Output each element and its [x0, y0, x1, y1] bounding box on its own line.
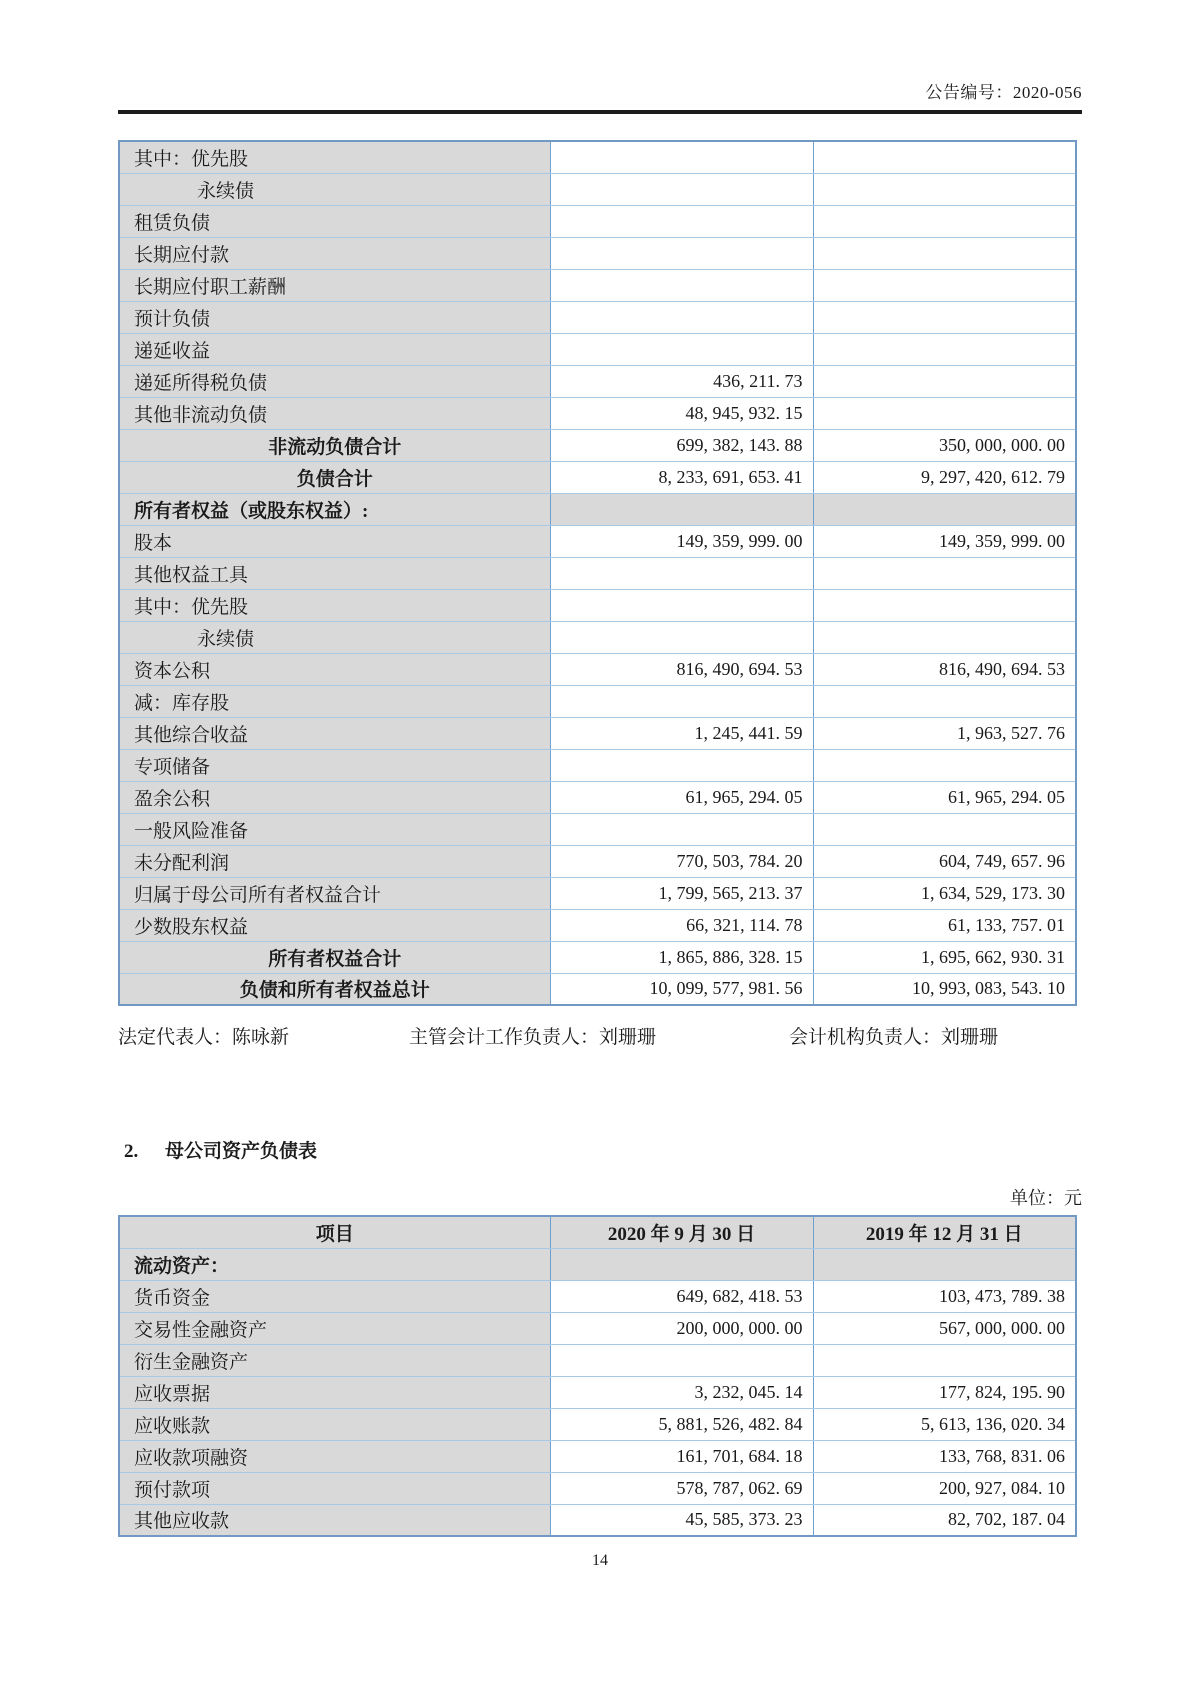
value-prior-period: 82, 702, 187. 04 — [813, 1504, 1076, 1536]
table-row — [119, 589, 1076, 621]
table-row — [119, 1312, 1076, 1344]
item-label: 其中：优先股 — [119, 141, 550, 173]
value-prior-period — [813, 813, 1076, 845]
value-current-period: 200, 000, 000. 00 — [550, 1312, 813, 1344]
table-row — [119, 877, 1076, 909]
table-row — [119, 461, 1076, 493]
item-label: 一般风险准备 — [119, 813, 550, 845]
table-row — [119, 493, 1076, 525]
table-row — [119, 717, 1076, 749]
table-row — [119, 813, 1076, 845]
section-title-text: 母公司资产负债表 — [165, 1141, 318, 1162]
unit-label: 单位：元 — [1010, 1188, 1082, 1208]
column-header-2020: 2020 年 9 月 30 日 — [550, 1216, 813, 1248]
value-prior-period — [813, 685, 1076, 717]
value-current-period — [550, 557, 813, 589]
item-label: 负债和所有者权益总计 — [119, 973, 550, 1005]
value-prior-period — [813, 173, 1076, 205]
table-row — [119, 1280, 1076, 1312]
value-current-period: 61, 965, 294. 05 — [550, 781, 813, 813]
value-current-period: 8, 233, 691, 653. 41 — [550, 461, 813, 493]
table-row — [119, 973, 1076, 1005]
value-prior-period — [813, 749, 1076, 781]
table1-body — [119, 141, 1076, 1005]
value-current-period — [550, 621, 813, 653]
table-row — [119, 941, 1076, 973]
header-divider-rule — [118, 110, 1082, 114]
value-prior-period — [813, 269, 1076, 301]
value-prior-period: 1, 634, 529, 173. 30 — [813, 877, 1076, 909]
value-current-period — [550, 749, 813, 781]
table-row — [119, 429, 1076, 461]
item-label: 永续债 — [119, 173, 550, 205]
column-header-2019: 2019 年 12 月 31 日 — [813, 1216, 1076, 1248]
chief-accountant: 主管会计工作负责人：刘珊珊 — [409, 1027, 657, 1048]
value-prior-period: 200, 927, 084. 10 — [813, 1472, 1076, 1504]
value-prior-period: 604, 749, 657. 96 — [813, 845, 1076, 877]
table-row — [119, 397, 1076, 429]
value-current-period: 436, 211. 73 — [550, 365, 813, 397]
table-row — [119, 781, 1076, 813]
item-label: 递延所得税负债 — [119, 365, 550, 397]
item-label: 应收款项融资 — [119, 1440, 550, 1472]
value-prior-period — [813, 397, 1076, 429]
value-current-period: 66, 321, 114. 78 — [550, 909, 813, 941]
value-prior-period: 133, 768, 831. 06 — [813, 1440, 1076, 1472]
value-current-period: 699, 382, 143. 88 — [550, 429, 813, 461]
table-row — [119, 1376, 1076, 1408]
consolidated-balance-sheet-table — [118, 140, 1077, 1006]
item-label: 负债合计 — [119, 461, 550, 493]
value-current-period: 816, 490, 694. 53 — [550, 653, 813, 685]
table-row — [119, 653, 1076, 685]
table-row — [119, 237, 1076, 269]
value-current-period — [550, 141, 813, 173]
value-current-period — [550, 237, 813, 269]
value-prior-period: 9, 297, 420, 612. 79 — [813, 461, 1076, 493]
value-prior-period — [813, 237, 1076, 269]
item-label: 归属于母公司所有者权益合计 — [119, 877, 550, 909]
value-current-period — [550, 173, 813, 205]
column-header-item: 项目 — [119, 1216, 550, 1248]
table-row — [119, 525, 1076, 557]
table-row — [119, 1504, 1076, 1536]
table-row — [119, 1248, 1076, 1280]
value-current-period: 45, 585, 373. 23 — [550, 1504, 813, 1536]
item-label: 未分配利润 — [119, 845, 550, 877]
table2-body — [119, 1248, 1076, 1536]
value-prior-period — [813, 589, 1076, 621]
value-current-period: 578, 787, 062. 69 — [550, 1472, 813, 1504]
item-label: 衍生金融资产 — [119, 1344, 550, 1376]
value-prior-period: 816, 490, 694. 53 — [813, 653, 1076, 685]
value-prior-period — [813, 1344, 1076, 1376]
table-row — [119, 557, 1076, 589]
item-label: 递延收益 — [119, 333, 550, 365]
item-label: 应收票据 — [119, 1376, 550, 1408]
value-prior-period — [813, 141, 1076, 173]
table-row — [119, 205, 1076, 237]
value-prior-period — [813, 557, 1076, 589]
table-row — [119, 749, 1076, 781]
value-prior-period: 149, 359, 999. 00 — [813, 525, 1076, 557]
value-current-period: 649, 682, 418. 53 — [550, 1280, 813, 1312]
table-header-row — [119, 1216, 1076, 1248]
value-current-period: 1, 799, 565, 213. 37 — [550, 877, 813, 909]
item-label: 少数股东权益 — [119, 909, 550, 941]
item-label: 预计负债 — [119, 301, 550, 333]
value-prior-period: 103, 473, 789. 38 — [813, 1280, 1076, 1312]
item-label: 减：库存股 — [119, 685, 550, 717]
value-current-period — [550, 333, 813, 365]
value-prior-period: 61, 965, 294. 05 — [813, 781, 1076, 813]
item-label: 长期应付职工薪酬 — [119, 269, 550, 301]
item-label: 长期应付款 — [119, 237, 550, 269]
table-row — [119, 1440, 1076, 1472]
value-current-period: 5, 881, 526, 482. 84 — [550, 1408, 813, 1440]
value-current-period: 1, 245, 441. 59 — [550, 717, 813, 749]
value-current-period — [550, 1248, 813, 1280]
table-row — [119, 845, 1076, 877]
table-row — [119, 365, 1076, 397]
value-prior-period: 350, 000, 000. 00 — [813, 429, 1076, 461]
item-label: 其他应收款 — [119, 1504, 550, 1536]
item-label: 其中：优先股 — [119, 589, 550, 621]
value-prior-period: 567, 000, 000. 00 — [813, 1312, 1076, 1344]
section-title — [124, 1136, 317, 1163]
item-label: 股本 — [119, 525, 550, 557]
signature-line — [0, 1022, 1200, 1050]
parent-company-balance-sheet-table — [118, 1215, 1077, 1537]
table-row — [119, 621, 1076, 653]
value-prior-period — [813, 365, 1076, 397]
item-label: 盈余公积 — [119, 781, 550, 813]
table-row — [119, 173, 1076, 205]
page-number: 14 — [592, 1552, 608, 1569]
value-prior-period — [813, 301, 1076, 333]
value-current-period: 161, 701, 684. 18 — [550, 1440, 813, 1472]
item-label: 应收账款 — [119, 1408, 550, 1440]
item-label: 其他权益工具 — [119, 557, 550, 589]
item-label: 专项储备 — [119, 749, 550, 781]
item-label: 非流动负债合计 — [119, 429, 550, 461]
item-label: 其他非流动负债 — [119, 397, 550, 429]
item-label: 交易性金融资产 — [119, 1312, 550, 1344]
table-row — [119, 909, 1076, 941]
table-row — [119, 141, 1076, 173]
item-label: 所有者权益合计 — [119, 941, 550, 973]
section-number: 2. — [124, 1141, 139, 1162]
value-current-period: 3, 232, 045. 14 — [550, 1376, 813, 1408]
value-current-period — [550, 493, 813, 525]
value-current-period — [550, 205, 813, 237]
table-row — [119, 1408, 1076, 1440]
table-row — [119, 269, 1076, 301]
value-current-period — [550, 301, 813, 333]
table-row — [119, 685, 1076, 717]
value-current-period: 149, 359, 999. 00 — [550, 525, 813, 557]
value-prior-period: 61, 133, 757. 01 — [813, 909, 1076, 941]
value-prior-period: 1, 695, 662, 930. 31 — [813, 941, 1076, 973]
item-label: 所有者权益（或股东权益）: — [119, 493, 550, 525]
value-current-period: 48, 945, 932. 15 — [550, 397, 813, 429]
value-prior-period — [813, 333, 1076, 365]
item-label: 永续债 — [119, 621, 550, 653]
table-row — [119, 1344, 1076, 1376]
announcement-number: 公告编号：2020-056 — [925, 83, 1082, 102]
table-row — [119, 301, 1076, 333]
value-current-period: 770, 503, 784. 20 — [550, 845, 813, 877]
value-current-period — [550, 813, 813, 845]
value-current-period: 10, 099, 577, 981. 56 — [550, 973, 813, 1005]
value-prior-period: 10, 993, 083, 543. 10 — [813, 973, 1076, 1005]
item-label: 流动资产： — [119, 1248, 550, 1280]
value-prior-period: 177, 824, 195. 90 — [813, 1376, 1076, 1408]
value-current-period — [550, 269, 813, 301]
value-prior-period: 1, 963, 527. 76 — [813, 717, 1076, 749]
item-label: 预付款项 — [119, 1472, 550, 1504]
value-prior-period — [813, 621, 1076, 653]
value-prior-period — [813, 1248, 1076, 1280]
value-prior-period — [813, 205, 1076, 237]
value-current-period — [550, 1344, 813, 1376]
table-row — [119, 333, 1076, 365]
value-current-period — [550, 589, 813, 621]
item-label: 资本公积 — [119, 653, 550, 685]
value-prior-period — [813, 493, 1076, 525]
item-label: 货币资金 — [119, 1280, 550, 1312]
value-current-period: 1, 865, 886, 328. 15 — [550, 941, 813, 973]
table-row — [119, 1472, 1076, 1504]
value-current-period — [550, 685, 813, 717]
item-label: 其他综合收益 — [119, 717, 550, 749]
value-prior-period: 5, 613, 136, 020. 34 — [813, 1408, 1076, 1440]
accounting-dept-head: 会计机构负责人：刘珊珊 — [789, 1027, 999, 1048]
legal-representative: 法定代表人：陈咏新 — [118, 1027, 290, 1048]
item-label: 租赁负债 — [119, 205, 550, 237]
